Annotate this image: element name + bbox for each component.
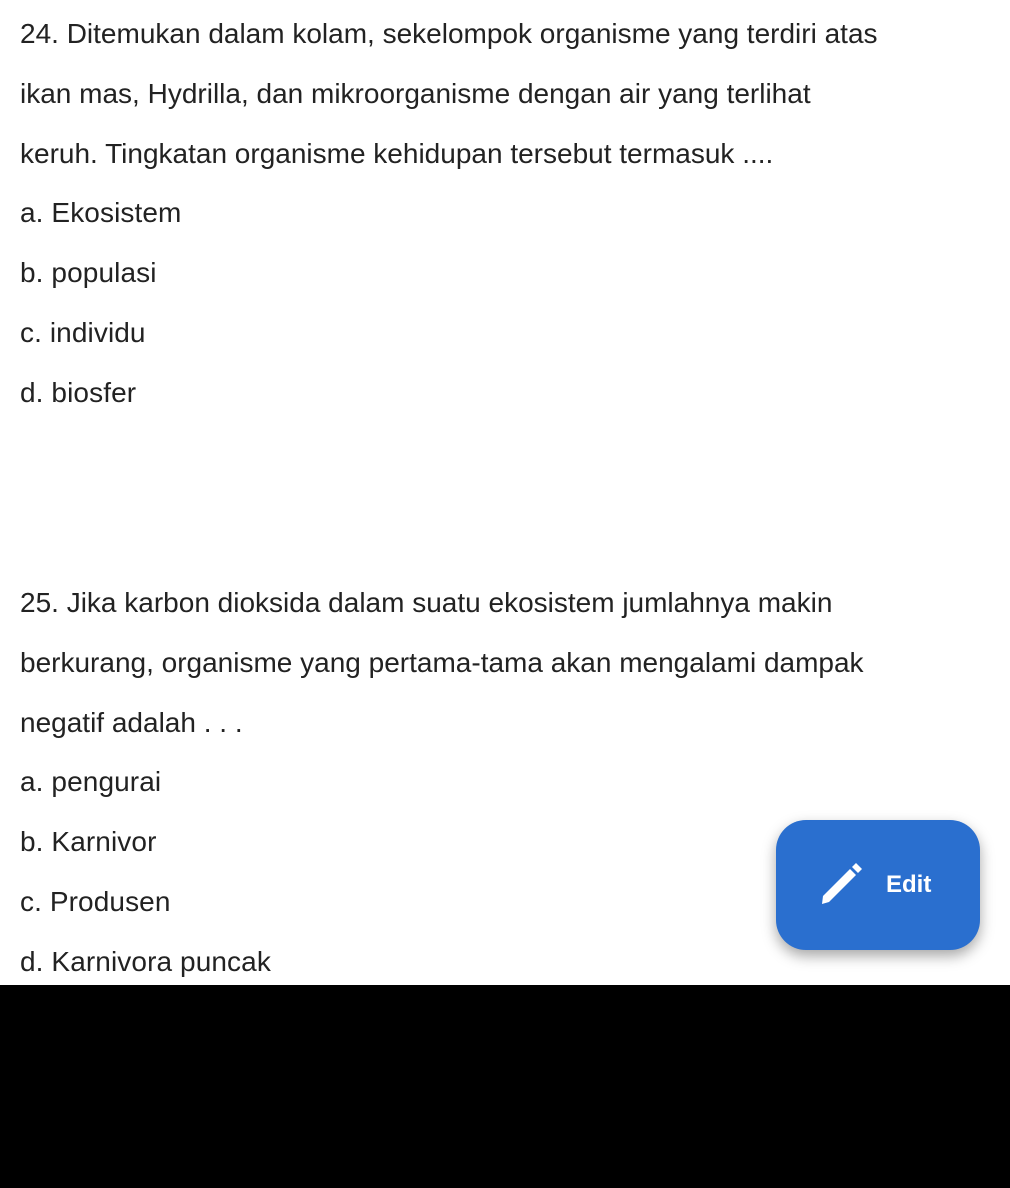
question-25-text-line-3: negatif adalah . . . xyxy=(20,707,243,738)
question-25-option-d: d. Karnivora puncak xyxy=(20,946,271,977)
question-24-text-line-1: 24. Ditemukan dalam kolam, sekelompok organisme yang terdiri atas xyxy=(20,18,878,49)
bottom-black-band xyxy=(0,985,1010,1188)
question-25-option-c: c. Produsen xyxy=(20,886,171,917)
question-25-option-a: a. pengurai xyxy=(20,766,162,797)
edit-button[interactable] xyxy=(776,820,980,950)
question-25-text-line-1: 25. Jika karbon dioksida dalam suatu ekosistem jumlahnya makin xyxy=(20,587,833,618)
question-24-option-c: c. individu xyxy=(20,317,146,348)
question-24-option-b: b. populasi xyxy=(20,257,157,288)
question-25-option-b: b. Karnivor xyxy=(20,826,157,857)
question-25-text-line-2: berkurang, organisme yang pertama-tama akan mengalami dampak xyxy=(20,647,864,678)
edit-button-label: Edit xyxy=(886,871,932,898)
question-24-text-line-2: ikan mas, Hydrilla, dan mikroorganisme dengan air yang terlihat xyxy=(20,78,811,109)
question-24-text-line-3: keruh. Tingkatan organisme kehidupan tersebut termasuk .... xyxy=(20,138,774,169)
question-24-option-d: d. biosfer xyxy=(20,377,137,408)
question-24-option-a: a. Ekosistem xyxy=(20,197,182,228)
pencil-icon xyxy=(816,860,866,910)
